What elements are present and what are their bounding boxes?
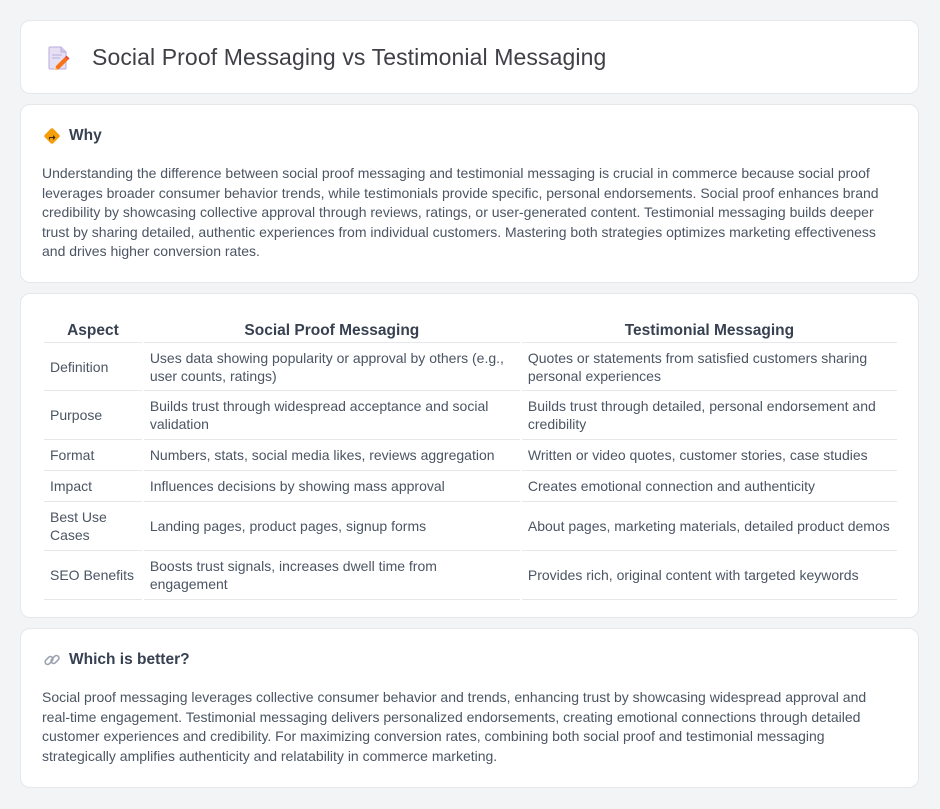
comparison-section	[20, 293, 919, 618]
comparison-table	[42, 314, 899, 600]
table-row	[44, 502, 897, 551]
testimonial-cell: Provides rich, original content with targeted keywords	[522, 551, 897, 600]
social-proof-cell: Influences decisions by showing mass approval	[144, 471, 520, 502]
testimonial-cell: About pages, marketing materials, detailed product demos	[522, 502, 897, 551]
social-proof-cell: Builds trust through widespread acceptance and social validation	[144, 391, 520, 440]
aspect-cell: Best Use Cases	[44, 502, 142, 551]
aspect-cell: Format	[44, 440, 142, 471]
social-proof-cell: Boosts trust signals, increases dwell time from engagement	[144, 551, 520, 600]
header-aspect: Aspect	[67, 322, 119, 339]
table-row	[44, 440, 897, 471]
which-better-title: Which is better?	[69, 651, 190, 668]
testimonial-cell: Written or video quotes, customer stories, case studies	[522, 440, 897, 471]
title-card	[20, 20, 919, 94]
table-row	[44, 342, 897, 391]
table-row	[44, 391, 897, 440]
testimonial-cell: Quotes or statements from satisfied customers sharing personal experiences	[522, 342, 897, 391]
aspect-cell: Definition	[44, 342, 142, 391]
which-better-section	[20, 628, 919, 788]
page-title: Social Proof Messaging vs Testimonial Messaging	[92, 44, 607, 70]
table-header-row	[44, 314, 897, 342]
which-better-text: Social proof messaging leverages collective consumer behavior and trends, enhancing trust by showcasing widespread approval and real-time engagement. Testimonial messaging delivers personalized endorsements, creating emotional connections through detailed customer experiences and credibility. For maximizing conversion rates, combining both social proof and testimonial messaging strategically amplifies authenticity and relatability in commerce marketing.	[42, 689, 867, 764]
document-pencil-icon	[47, 45, 71, 71]
header-social-proof: Social Proof Messaging	[244, 322, 420, 339]
aspect-cell: SEO Benefits	[44, 551, 142, 600]
table-row	[44, 551, 897, 600]
aspect-cell: Purpose	[44, 391, 142, 440]
aspect-cell: Impact	[44, 471, 142, 502]
social-proof-cell: Uses data showing popularity or approval by others (e.g., user counts, ratings)	[144, 342, 520, 391]
why-title: Why	[69, 127, 102, 144]
which-better-heading	[43, 651, 190, 669]
title-row	[47, 44, 606, 71]
social-proof-cell: Landing pages, product pages, signup forms	[144, 502, 520, 551]
diamond-sign-icon	[43, 127, 61, 145]
header-testimonial: Testimonial Messaging	[624, 322, 795, 339]
link-icon	[43, 651, 61, 669]
testimonial-cell: Builds trust through detailed, personal endorsement and credibility	[522, 391, 897, 440]
table-row	[44, 471, 897, 502]
social-proof-cell: Numbers, stats, social media likes, reviews aggregation	[144, 440, 520, 471]
why-heading	[43, 127, 102, 145]
why-section	[20, 104, 919, 283]
why-text: Understanding the difference between social proof messaging and testimonial messaging is crucial in commerce because social proof leverages broader consumer behavior trends, while testimonials provide specific, personal endorsements. Social proof enhances brand credibility by showcasing collective approval through reviews, ratings, or user-generated content. Testimonial messaging builds deeper trust by sharing detailed, authentic experiences from individual customers. Mastering both strategies optimizes marketing effectiveness and drives higher conversion rates.	[42, 165, 879, 260]
testimonial-cell: Creates emotional connection and authenticity	[522, 471, 897, 502]
